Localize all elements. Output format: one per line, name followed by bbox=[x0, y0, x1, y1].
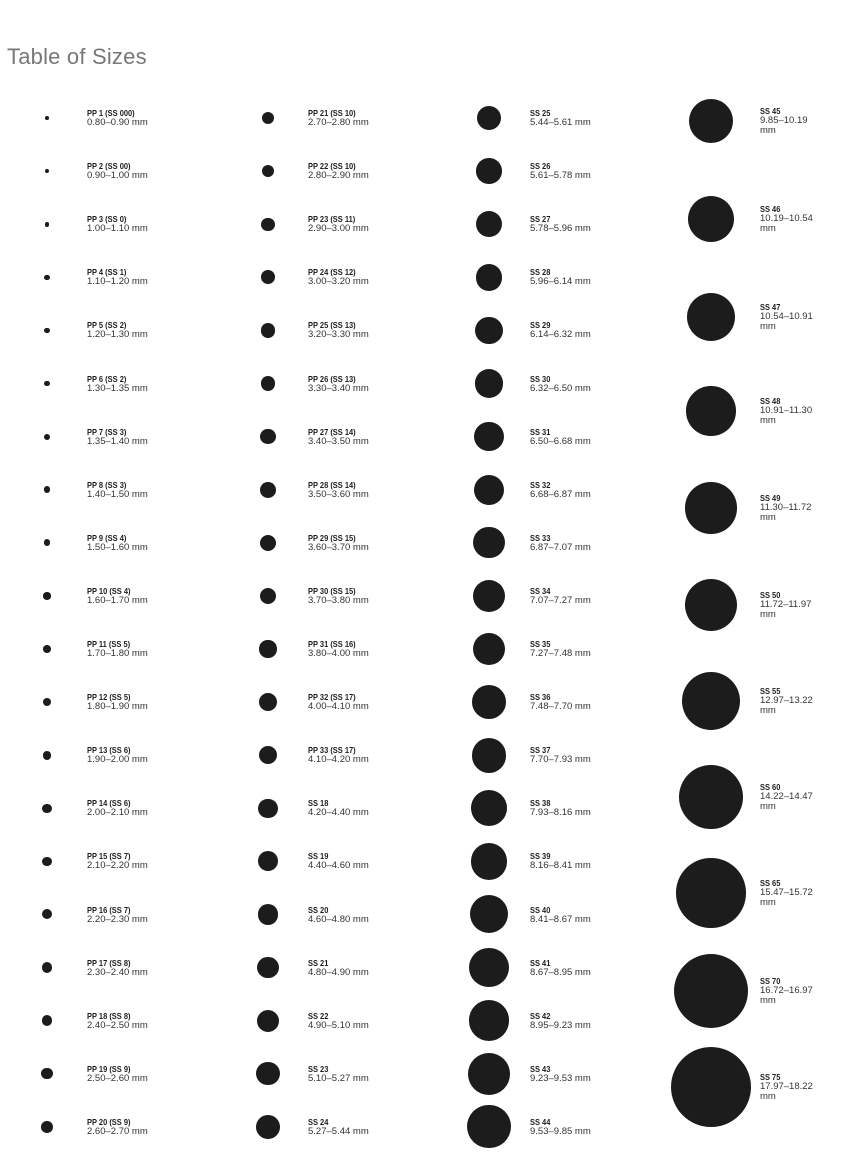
size-entry bbox=[530, 958, 591, 978]
size-name: PP 18 (SS 8) bbox=[87, 1010, 131, 1021]
size-range: 9.23–9.53 mm bbox=[530, 1072, 591, 1084]
size-name: PP 12 (SS 5) bbox=[87, 692, 131, 703]
size-entry bbox=[87, 692, 148, 712]
size-name: SS 46 bbox=[760, 204, 781, 214]
size-range: 2.50–2.60 mm bbox=[87, 1072, 148, 1084]
size-name: SS 37 bbox=[530, 745, 551, 756]
size-name: PP 2 (SS 00) bbox=[87, 161, 131, 172]
size-range: 2.90–3.00 mm bbox=[308, 223, 369, 235]
size-range: 16.72–16.97 mm bbox=[760, 985, 813, 1006]
size-range: 3.80–4.00 mm bbox=[308, 648, 369, 659]
size-circle bbox=[44, 486, 50, 492]
size-range: 10.19–10.54 mm bbox=[760, 213, 813, 234]
size-entry bbox=[87, 320, 148, 340]
size-name: SS 35 bbox=[530, 639, 551, 649]
size-range: 4.60–4.80 mm bbox=[308, 913, 369, 925]
size-range: 6.68–6.87 mm bbox=[530, 488, 591, 500]
size-circle bbox=[473, 527, 504, 558]
size-range: 1.10–1.20 mm bbox=[87, 276, 148, 288]
size-circle bbox=[472, 685, 506, 719]
size-name: SS 40 bbox=[530, 904, 551, 915]
size-range: 1.40–1.50 mm bbox=[87, 488, 148, 500]
size-entry bbox=[87, 1117, 148, 1137]
size-circle bbox=[258, 904, 279, 925]
size-range: 0.80–0.90 mm bbox=[87, 117, 148, 128]
size-name: SS 27 bbox=[530, 214, 551, 225]
size-circle bbox=[473, 580, 505, 612]
size-range: 2.00–2.10 mm bbox=[87, 807, 148, 819]
size-entry bbox=[87, 905, 148, 925]
size-name: PP 21 (SS 10) bbox=[308, 108, 356, 118]
size-circle bbox=[42, 804, 51, 813]
size-range: 2.10–2.20 mm bbox=[87, 860, 148, 872]
size-entry bbox=[530, 639, 591, 659]
size-range: 3.30–3.40 mm bbox=[308, 382, 369, 394]
size-entry bbox=[87, 1064, 148, 1084]
size-circle bbox=[44, 539, 51, 546]
size-name: PP 3 (SS 0) bbox=[87, 214, 127, 225]
size-circle bbox=[469, 948, 508, 987]
size-range: 4.20–4.40 mm bbox=[308, 807, 369, 819]
size-name: PP 1 (SS 000) bbox=[87, 108, 135, 118]
size-circle bbox=[43, 645, 51, 653]
size-range: 9.53–9.85 mm bbox=[530, 1125, 591, 1137]
size-entry bbox=[530, 267, 591, 287]
size-circle bbox=[262, 112, 274, 124]
size-range: 1.70–1.80 mm bbox=[87, 648, 148, 659]
size-circle bbox=[44, 381, 50, 387]
size-name: SS 42 bbox=[530, 1010, 551, 1021]
size-range: 4.90–5.10 mm bbox=[308, 1019, 369, 1031]
size-entry bbox=[530, 480, 591, 500]
size-circle bbox=[475, 317, 503, 345]
size-circle bbox=[43, 751, 52, 760]
size-entry bbox=[87, 267, 148, 287]
size-entry bbox=[87, 108, 148, 128]
size-entry bbox=[87, 1011, 148, 1031]
size-name: SS 19 bbox=[308, 851, 329, 862]
size-entry bbox=[760, 204, 820, 234]
size-range: 3.00–3.20 mm bbox=[308, 276, 369, 288]
size-entry bbox=[308, 692, 369, 712]
size-entry bbox=[760, 782, 820, 812]
size-range: 7.70–7.93 mm bbox=[530, 754, 591, 766]
size-entry bbox=[87, 214, 148, 234]
size-circle bbox=[685, 579, 738, 632]
size-entry bbox=[308, 1011, 369, 1031]
size-entry bbox=[308, 214, 369, 234]
size-entry bbox=[308, 639, 369, 659]
size-name: PP 13 (SS 6) bbox=[87, 745, 131, 756]
size-entry bbox=[530, 214, 591, 234]
size-range: 3.20–3.30 mm bbox=[308, 329, 369, 341]
size-circle bbox=[471, 843, 508, 880]
size-range: 5.44–5.61 mm bbox=[530, 117, 591, 128]
size-range: 0.90–1.00 mm bbox=[87, 170, 148, 182]
size-name: PP 7 (SS 3) bbox=[87, 426, 127, 437]
size-circle bbox=[42, 1015, 53, 1026]
size-circle bbox=[473, 633, 506, 666]
size-name: PP 15 (SS 7) bbox=[87, 851, 131, 862]
size-range: 1.60–1.70 mm bbox=[87, 594, 148, 606]
size-circle bbox=[671, 1047, 752, 1128]
size-entry bbox=[530, 798, 591, 818]
size-range: 10.54–10.91 mm bbox=[760, 311, 813, 332]
size-entry bbox=[87, 586, 148, 606]
size-circle bbox=[474, 422, 503, 451]
size-range: 5.61–5.78 mm bbox=[530, 170, 591, 182]
size-entry bbox=[87, 427, 148, 447]
size-entry bbox=[760, 686, 820, 716]
size-circle bbox=[43, 698, 51, 706]
size-circle bbox=[260, 429, 275, 444]
size-circle bbox=[41, 1068, 52, 1079]
size-circle bbox=[256, 1115, 280, 1139]
size-range: 1.35–1.40 mm bbox=[87, 435, 148, 447]
size-range: 8.41–8.67 mm bbox=[530, 913, 591, 925]
size-circle bbox=[474, 475, 504, 505]
size-circle bbox=[45, 222, 50, 227]
size-entry bbox=[530, 745, 591, 765]
size-name: PP 20 (SS 9) bbox=[87, 1116, 131, 1127]
size-range: 11.30–11.72 mm bbox=[760, 502, 812, 523]
size-entry bbox=[530, 320, 591, 340]
size-circle bbox=[476, 158, 501, 183]
size-name: PP 28 (SS 14) bbox=[308, 479, 356, 490]
size-entry bbox=[308, 161, 369, 181]
size-name: SS 44 bbox=[530, 1116, 551, 1127]
size-name: SS 34 bbox=[530, 585, 551, 596]
size-entry bbox=[530, 1011, 591, 1031]
size-range: 7.48–7.70 mm bbox=[530, 701, 591, 713]
size-entry bbox=[530, 692, 591, 712]
size-circle bbox=[261, 323, 275, 337]
size-entry bbox=[87, 533, 148, 553]
size-entry bbox=[530, 586, 591, 606]
size-entry bbox=[87, 798, 148, 818]
size-circle bbox=[42, 962, 52, 972]
size-circle bbox=[259, 746, 277, 764]
size-circle bbox=[475, 369, 504, 398]
size-entry bbox=[308, 480, 369, 500]
size-entry bbox=[530, 427, 591, 447]
size-entry bbox=[308, 267, 369, 287]
size-range: 2.80–2.90 mm bbox=[308, 170, 369, 182]
size-entry bbox=[87, 374, 148, 394]
size-name: PP 24 (SS 12) bbox=[308, 267, 356, 278]
size-range: 5.27–5.44 mm bbox=[308, 1125, 369, 1137]
size-circle bbox=[256, 1062, 279, 1085]
size-range: 14.22–14.47 mm bbox=[760, 791, 813, 812]
size-circle bbox=[686, 386, 735, 435]
size-range: 3.60–3.70 mm bbox=[308, 541, 369, 553]
size-circle bbox=[258, 851, 278, 871]
size-range: 6.14–6.32 mm bbox=[530, 329, 591, 341]
size-name: SS 48 bbox=[760, 396, 781, 406]
size-entry bbox=[308, 427, 369, 447]
size-name: PP 4 (SS 1) bbox=[87, 267, 127, 278]
size-entry bbox=[530, 161, 591, 181]
size-range: 2.20–2.30 mm bbox=[87, 913, 148, 925]
size-circle bbox=[674, 954, 749, 1029]
size-circle bbox=[476, 264, 503, 291]
size-entry bbox=[760, 976, 820, 1006]
size-name: PP 5 (SS 2) bbox=[87, 320, 127, 331]
size-range: 3.70–3.80 mm bbox=[308, 594, 369, 606]
size-range: 7.07–7.27 mm bbox=[530, 594, 591, 606]
size-name: SS 43 bbox=[530, 1063, 551, 1074]
size-name: SS 23 bbox=[308, 1063, 329, 1074]
size-entry bbox=[87, 958, 148, 978]
size-name: SS 24 bbox=[308, 1116, 329, 1127]
size-circle bbox=[468, 1053, 510, 1095]
size-circle bbox=[45, 169, 49, 173]
size-entry bbox=[308, 958, 369, 978]
size-name: PP 33 (SS 17) bbox=[308, 745, 356, 756]
size-entry bbox=[760, 493, 820, 523]
size-range: 4.80–4.90 mm bbox=[308, 966, 369, 978]
size-entry bbox=[530, 108, 591, 128]
size-range: 4.40–4.60 mm bbox=[308, 860, 369, 872]
size-circle bbox=[44, 328, 50, 334]
size-circle bbox=[260, 535, 276, 551]
size-circle bbox=[257, 957, 279, 979]
size-range: 8.16–8.41 mm bbox=[530, 860, 591, 872]
size-circle bbox=[42, 857, 52, 867]
size-name: SS 18 bbox=[308, 798, 329, 809]
size-circle bbox=[260, 588, 277, 605]
size-circle bbox=[476, 211, 502, 237]
size-name: SS 30 bbox=[530, 373, 551, 384]
size-range: 6.32–6.50 mm bbox=[530, 382, 591, 394]
size-name: PP 11 (SS 5) bbox=[87, 639, 131, 649]
size-name: PP 19 (SS 9) bbox=[87, 1063, 131, 1074]
size-range: 4.10–4.20 mm bbox=[308, 754, 369, 766]
size-name: PP 9 (SS 4) bbox=[87, 532, 127, 543]
size-name: PP 26 (SS 13) bbox=[308, 373, 356, 384]
size-entry bbox=[760, 878, 820, 908]
size-name: PP 23 (SS 11) bbox=[308, 214, 356, 225]
size-name: SS 49 bbox=[760, 493, 781, 503]
size-entry bbox=[530, 1117, 591, 1137]
size-circle bbox=[676, 858, 745, 927]
size-circle bbox=[43, 592, 50, 599]
size-entry bbox=[87, 161, 148, 181]
size-range: 8.67–8.95 mm bbox=[530, 966, 591, 978]
size-circle bbox=[42, 909, 52, 919]
size-entry bbox=[308, 320, 369, 340]
size-name: SS 36 bbox=[530, 692, 551, 703]
size-circle bbox=[688, 196, 734, 242]
size-name: SS 38 bbox=[530, 798, 551, 809]
size-entry bbox=[760, 1072, 820, 1102]
size-name: SS 29 bbox=[530, 320, 551, 331]
size-circle bbox=[679, 765, 743, 829]
size-range: 5.10–5.27 mm bbox=[308, 1072, 369, 1084]
size-name: PP 25 (SS 13) bbox=[308, 320, 356, 331]
size-entry bbox=[308, 1117, 369, 1137]
size-name: PP 16 (SS 7) bbox=[87, 904, 131, 915]
size-name: SS 33 bbox=[530, 532, 551, 543]
size-name: PP 8 (SS 3) bbox=[87, 479, 127, 490]
size-range: 15.47–15.72 mm bbox=[760, 887, 813, 908]
size-entry bbox=[87, 639, 148, 659]
size-name: PP 30 (SS 15) bbox=[308, 585, 356, 596]
size-name: SS 47 bbox=[760, 302, 781, 312]
size-range: 9.85–10.19 mm bbox=[760, 115, 808, 136]
size-name: SS 41 bbox=[530, 957, 551, 968]
size-circle bbox=[477, 106, 502, 131]
size-name: SS 39 bbox=[530, 851, 551, 862]
size-name: SS 65 bbox=[760, 878, 781, 888]
size-range: 1.50–1.60 mm bbox=[87, 541, 148, 553]
size-name: SS 25 bbox=[530, 108, 551, 118]
size-range: 5.96–6.14 mm bbox=[530, 276, 591, 288]
size-name: SS 70 bbox=[760, 976, 781, 986]
size-circle bbox=[260, 482, 276, 498]
size-range: 2.40–2.50 mm bbox=[87, 1019, 148, 1031]
page-title: Table of Sizes bbox=[7, 44, 147, 69]
size-name: SS 60 bbox=[760, 782, 781, 792]
size-range: 7.93–8.16 mm bbox=[530, 807, 591, 819]
size-entry bbox=[530, 374, 591, 394]
size-name: SS 45 bbox=[760, 106, 781, 116]
size-entry bbox=[760, 396, 820, 426]
size-circle bbox=[470, 895, 508, 933]
size-name: PP 29 (SS 15) bbox=[308, 532, 356, 543]
size-entry bbox=[530, 1064, 591, 1084]
size-name: SS 20 bbox=[308, 904, 329, 915]
size-circle bbox=[261, 270, 275, 284]
size-range: 2.30–2.40 mm bbox=[87, 966, 148, 978]
size-circle bbox=[682, 672, 740, 730]
size-circle bbox=[467, 1105, 510, 1148]
size-name: PP 14 (SS 6) bbox=[87, 798, 131, 809]
size-name: SS 55 bbox=[760, 686, 781, 696]
size-circle bbox=[258, 799, 277, 818]
size-entry bbox=[308, 851, 369, 871]
size-circle bbox=[259, 693, 277, 711]
size-name: SS 75 bbox=[760, 1072, 781, 1082]
size-name: PP 27 (SS 14) bbox=[308, 426, 356, 437]
size-circle bbox=[262, 165, 275, 178]
size-entry bbox=[87, 745, 148, 765]
size-circle bbox=[44, 275, 49, 280]
size-name: SS 26 bbox=[530, 161, 551, 172]
size-circle bbox=[259, 640, 276, 657]
size-circle bbox=[685, 482, 736, 533]
size-range: 3.50–3.60 mm bbox=[308, 488, 369, 500]
size-range: 11.72–11.97 mm bbox=[760, 599, 812, 620]
size-range: 10.91–11.30 mm bbox=[760, 405, 813, 426]
size-name: SS 28 bbox=[530, 267, 551, 278]
size-circle bbox=[472, 738, 507, 773]
size-entry bbox=[760, 590, 820, 620]
size-entry bbox=[308, 905, 369, 925]
size-range: 1.80–1.90 mm bbox=[87, 701, 148, 713]
size-entry bbox=[308, 533, 369, 553]
size-entry bbox=[87, 480, 148, 500]
size-range: 2.60–2.70 mm bbox=[87, 1125, 148, 1137]
size-name: SS 31 bbox=[530, 426, 551, 437]
size-entry bbox=[530, 533, 591, 553]
size-name: SS 32 bbox=[530, 479, 551, 490]
size-range: 1.20–1.30 mm bbox=[87, 329, 148, 341]
size-range: 17.97–18.22 mm bbox=[760, 1081, 813, 1102]
size-circle bbox=[469, 1000, 509, 1040]
size-circle bbox=[689, 99, 734, 144]
size-range: 2.70–2.80 mm bbox=[308, 117, 369, 128]
size-entry bbox=[308, 586, 369, 606]
size-range: 5.78–5.96 mm bbox=[530, 223, 591, 235]
size-range: 6.50–6.68 mm bbox=[530, 435, 591, 447]
size-circle bbox=[261, 376, 276, 391]
size-range: 4.00–4.10 mm bbox=[308, 701, 369, 713]
size-range: 6.87–7.07 mm bbox=[530, 541, 591, 553]
size-name: SS 22 bbox=[308, 1010, 329, 1021]
size-name: SS 50 bbox=[760, 590, 781, 600]
size-name: PP 10 (SS 4) bbox=[87, 585, 131, 596]
size-entry bbox=[530, 851, 591, 871]
size-entry bbox=[87, 851, 148, 871]
size-name: PP 32 (SS 17) bbox=[308, 692, 356, 703]
size-entry bbox=[760, 302, 820, 332]
size-entry bbox=[530, 905, 591, 925]
size-range: 1.30–1.35 mm bbox=[87, 382, 148, 394]
size-entry bbox=[760, 106, 820, 136]
size-circle bbox=[261, 218, 274, 231]
size-name: PP 6 (SS 2) bbox=[87, 373, 127, 384]
size-range: 8.95–9.23 mm bbox=[530, 1019, 591, 1031]
size-range: 7.27–7.48 mm bbox=[530, 648, 591, 659]
size-range: 3.40–3.50 mm bbox=[308, 435, 369, 447]
size-circle bbox=[471, 790, 507, 826]
size-range: 12.97–13.22 mm bbox=[760, 695, 813, 716]
size-entry bbox=[308, 108, 369, 128]
size-range: 1.90–2.00 mm bbox=[87, 754, 148, 766]
size-entry bbox=[308, 745, 369, 765]
size-circle bbox=[41, 1121, 53, 1133]
size-circle bbox=[687, 293, 735, 341]
size-circle bbox=[44, 434, 50, 440]
size-entry bbox=[308, 374, 369, 394]
size-name: PP 31 (SS 16) bbox=[308, 639, 356, 649]
size-name: PP 17 (SS 8) bbox=[87, 957, 131, 968]
size-entry bbox=[308, 1064, 369, 1084]
size-name: PP 22 (SS 10) bbox=[308, 161, 356, 172]
size-name: SS 21 bbox=[308, 957, 329, 968]
size-circle bbox=[257, 1010, 279, 1032]
size-range: 1.00–1.10 mm bbox=[87, 223, 148, 235]
size-entry bbox=[308, 798, 369, 818]
size-circle bbox=[45, 116, 49, 120]
